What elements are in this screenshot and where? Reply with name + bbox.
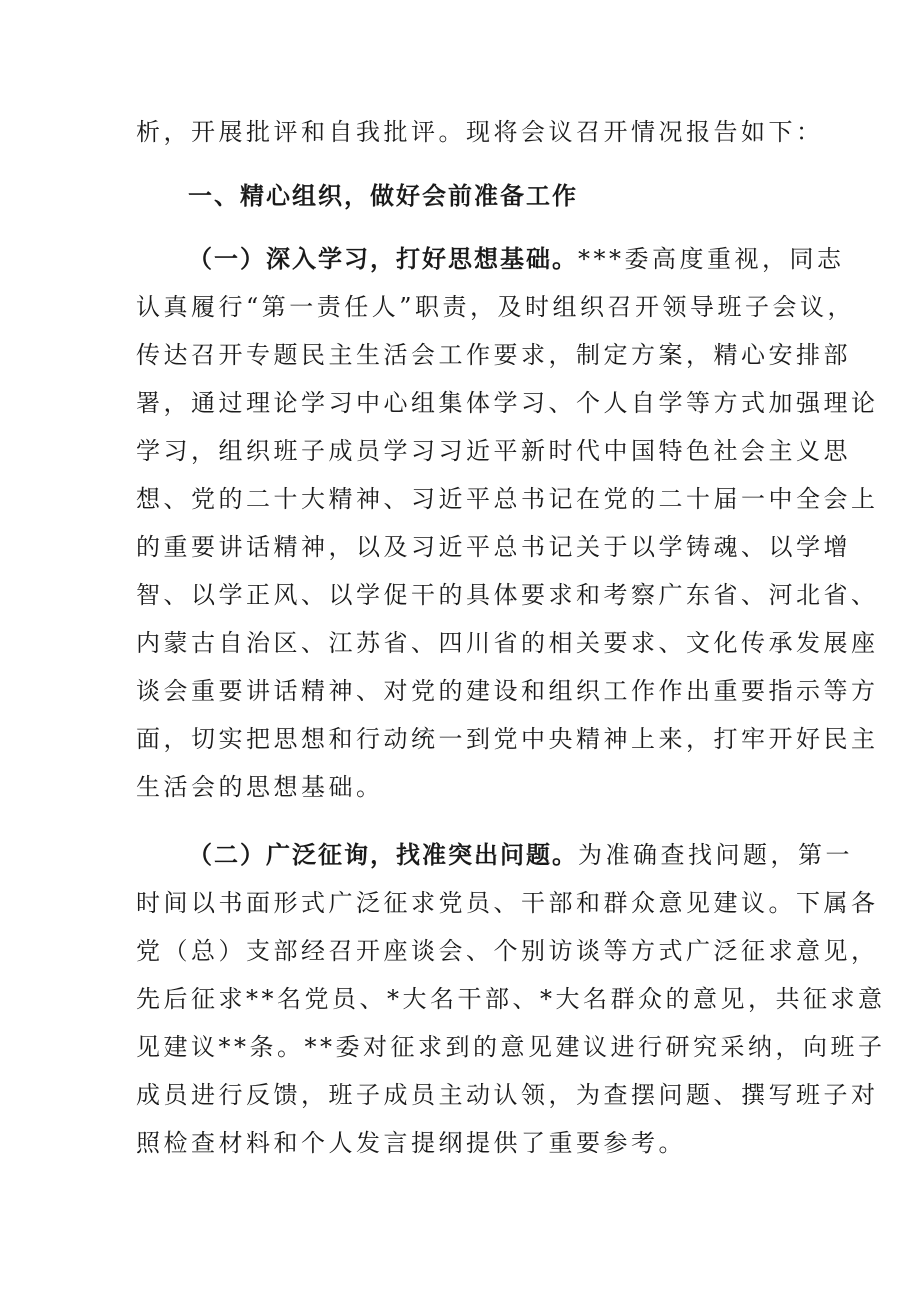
sub2-text-line: 见建议**条。**委对征求到的意见建议进行研究采纳，向班子 xyxy=(136,1033,886,1061)
sub1-text-line: 传达召开专题民主生活会工作要求，制定方案，精心安排部 xyxy=(136,341,851,369)
sub1-title: （一）深入学习，打好思想基础。 xyxy=(188,245,578,273)
sub1-text-line: 的重要讲话精神，以及习近平总书记关于以学铸魂、以学增 xyxy=(136,533,851,561)
sub1-text-line: ***委高度重视，同志 xyxy=(578,245,845,273)
sub1-text-line: 学习，组织班子成员学习习近平新时代中国特色社会主义思 xyxy=(136,437,851,465)
sub1-text-line: 生活会的思想基础。 xyxy=(136,773,384,801)
sub2-title: （二）广泛征询，找准突出问题。 xyxy=(188,841,578,869)
sub1-text-line: 认真履行“第一责任人”职责，及时组织召开领导班子会议， xyxy=(136,293,856,321)
sub2-text-line: 先后征求**名党员、*大名干部、*大名群众的意见，共征求意 xyxy=(136,985,886,1013)
sub2-text-line: 成员进行反馈，班子成员主动认领，为查摆问题、撰写班子对 xyxy=(136,1081,879,1109)
section-heading-1: 一、精心组织，做好会前准备工作 xyxy=(188,182,578,210)
sub1-text-line: 谈会重要讲话精神、对党的建设和组织工作作出重要指示等方 xyxy=(136,677,879,705)
sub1-text-line: 署，通过理论学习中心组集体学习、个人自学等方式加强理论 xyxy=(136,389,879,417)
sub2-text-line: 时间以书面形式广泛征求党员、干部和群众意见建议。下属各 xyxy=(136,889,879,917)
sub1-text-line: 内蒙古自治区、江苏省、四川省的相关要求、文化传承发展座 xyxy=(136,629,879,657)
sub1-text-line: 想、党的二十大精神、习近平总书记在党的二十届一中全会上 xyxy=(136,485,879,513)
sub2-text-line: 为准确查找问题，第一 xyxy=(578,841,853,869)
sub2-text-line: 照检查材料和个人发言提纲提供了重要参考。 xyxy=(136,1129,686,1157)
sub1-text-line: 面，切实把思想和行动统一到党中央精神上来，打牢开好民主 xyxy=(136,725,879,753)
sub1-text-line: 智、以学正风、以学促干的具体要求和考察广东省、河北省、 xyxy=(136,581,879,609)
sub2-first-line xyxy=(188,839,853,871)
sub2-text-line: 党（总）支部经召开座谈会、个别访谈等方式广泛征求意见， xyxy=(136,937,879,965)
intro-tail-line: 析，开展批评和自我批评。现将会议召开情况报告如下： xyxy=(136,118,824,146)
sub1-first-line xyxy=(188,243,845,275)
